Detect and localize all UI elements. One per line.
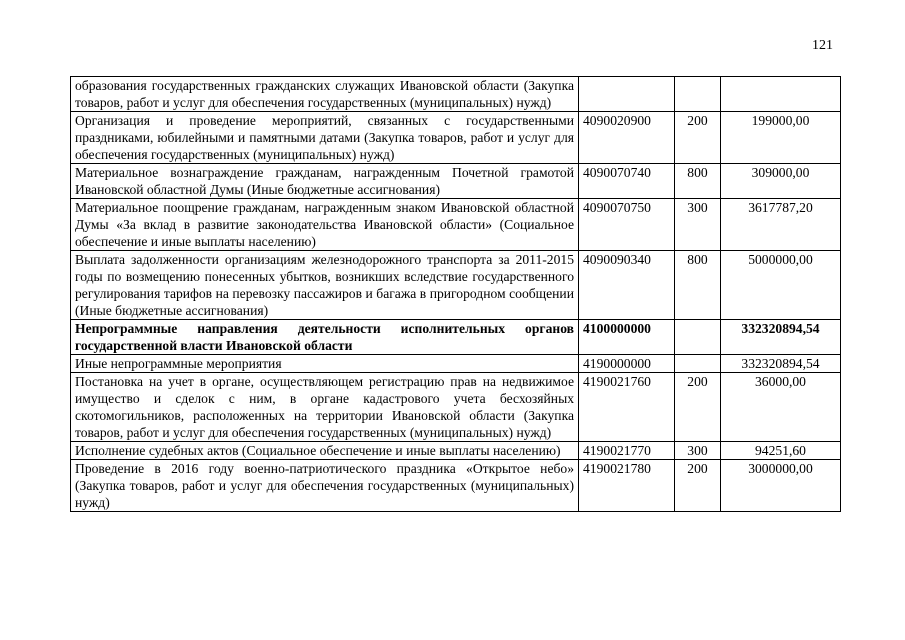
row-name-cell: образования государственных гражданских служащих Ивановской области (Закупка товаров, работ и услуг для обеспечения государственных (муниципальных) нужд): [71, 77, 579, 112]
row-type-cell: [675, 77, 721, 112]
row-type-cell: 300: [675, 442, 721, 460]
row-type-cell: [675, 320, 721, 355]
row-code-cell: 4100000000: [579, 320, 675, 355]
row-sum-cell: 36000,00: [721, 373, 841, 442]
table-row-section-total: [71, 320, 841, 355]
row-type-cell: 200: [675, 460, 721, 512]
table-row: [71, 355, 841, 373]
page-number: 121: [812, 38, 833, 53]
row-sum-cell: 309000,00: [721, 164, 841, 199]
row-name-cell: Постановка на учет в органе, осуществляющем регистрацию прав на недвижимое имущество и сделок с ним, в органе кадастрового учета бесхозяйных скотомогильников, расположенных на территории Ивановской области (Закупка товаров, работ и услуг для обеспечения государственных (муниципальных) нужд): [71, 373, 579, 442]
table-row: [71, 460, 841, 512]
row-name-cell: Непрограммные направления деятельности исполнительных органов государственной власти Ивановской области: [71, 320, 579, 355]
row-sum-cell: 5000000,00: [721, 251, 841, 320]
row-code-cell: 4190021780: [579, 460, 675, 512]
row-code-cell: 4190021770: [579, 442, 675, 460]
table-row: [71, 164, 841, 199]
row-name-cell: Проведение в 2016 году военно-патриотического праздника «Открытое небо» (Закупка товаров, работ и услуг для обеспечения государственных (муниципальных) нужд): [71, 460, 579, 512]
row-code-cell: 4190000000: [579, 355, 675, 373]
row-type-cell: 300: [675, 199, 721, 251]
row-type-cell: 200: [675, 112, 721, 164]
row-code-cell: [579, 77, 675, 112]
row-type-cell: 800: [675, 164, 721, 199]
row-sum-cell: 199000,00: [721, 112, 841, 164]
row-sum-cell: 94251,60: [721, 442, 841, 460]
row-code-cell: 4090090340: [579, 251, 675, 320]
row-sum-cell: [721, 77, 841, 112]
table-row: [71, 112, 841, 164]
row-sum-cell: 332320894,54: [721, 355, 841, 373]
row-type-cell: 200: [675, 373, 721, 442]
row-name-cell: Материальное вознаграждение гражданам, награжденным Почетной грамотой Ивановской областной Думы (Иные бюджетные ассигнования): [71, 164, 579, 199]
table-row: [71, 77, 841, 112]
row-type-cell: 800: [675, 251, 721, 320]
table-row: [71, 373, 841, 442]
row-type-cell: [675, 355, 721, 373]
table-row: [71, 199, 841, 251]
row-code-cell: 4090020900: [579, 112, 675, 164]
row-name-cell: Иные непрограммные мероприятия: [71, 355, 579, 373]
row-code-cell: 4090070750: [579, 199, 675, 251]
table-row: [71, 442, 841, 460]
row-name-cell: Организация и проведение мероприятий, связанных с государственными праздниками, юбилейными и памятными датами (Закупка товаров, работ и услуг для обеспечения государственных (муниципальных) нужд): [71, 112, 579, 164]
row-name-cell: Материальное поощрение гражданам, награжденным знаком Ивановской областной Думы «За вклад в развитие законодательства Ивановской области» (Социальное обеспечение и иные выплаты населению): [71, 199, 579, 251]
row-sum-cell: 3000000,00: [721, 460, 841, 512]
row-sum-cell: 3617787,20: [721, 199, 841, 251]
row-code-cell: 4090070740: [579, 164, 675, 199]
budget-table-body: [71, 77, 841, 512]
row-name-cell: Выплата задолженности организациям железнодорожного транспорта за 2011-2015 годы по возмещению понесенных убытков, возникших вследствие государственного регулирования тарифов на перевозку пассажиров и багажа в пригородном сообщении (Иные бюджетные ассигнования): [71, 251, 579, 320]
row-sum-cell: 332320894,54: [721, 320, 841, 355]
row-code-cell: 4190021760: [579, 373, 675, 442]
row-name-cell: Исполнение судебных актов (Социальное обеспечение и иные выплаты населению): [71, 442, 579, 460]
table-row: [71, 251, 841, 320]
budget-table: [70, 76, 841, 512]
